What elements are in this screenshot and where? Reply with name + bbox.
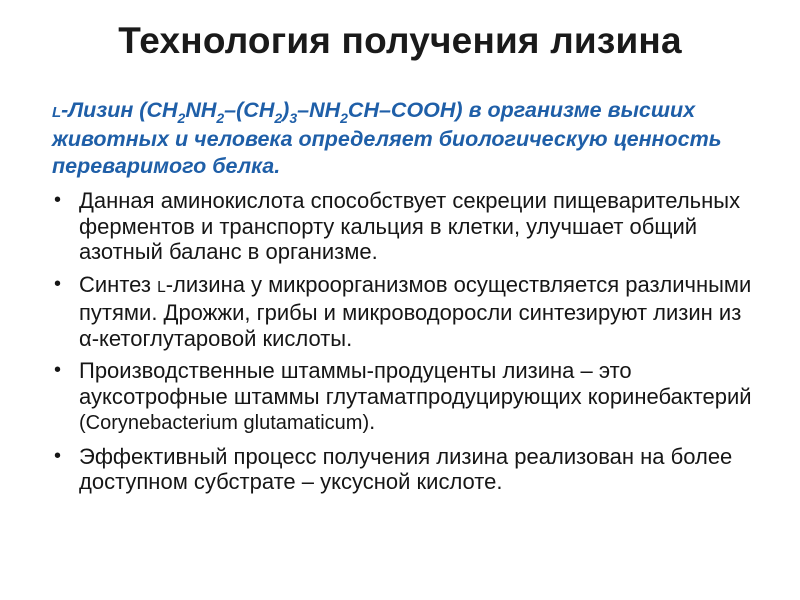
bullet-list — [52, 188, 764, 502]
intro-sub-1: 2 — [177, 110, 186, 126]
intro-sub-5: 2 — [340, 110, 348, 126]
bullet-item — [52, 188, 764, 265]
bullet-item — [52, 272, 764, 352]
intro-sub-2: 2 — [216, 110, 225, 126]
bullet-marker: • — [54, 189, 62, 211]
intro-text-6: CH–COOH) в организме высших животных и человека определяет биологическую ценность переваримого белка. — [52, 98, 722, 178]
bullet-text-post: -лизина у микроорганизмов осуществляется различными путями. Дрожжи, грибы и микроводоросли синтезируют лизин из α-кетоглутаровой кислоты. — [79, 271, 752, 351]
slide-title: Технология получения лизина — [118, 20, 682, 61]
intro-text-3: –(CH — [224, 98, 275, 122]
species-name: (Corynebacterium glutamaticum) — [79, 412, 370, 434]
bullet-text: Данная аминокислота способствует секреции пищеварительных ферментов и транспорту кальция в клетки, улучшает общий азотный баланс в организме. — [79, 188, 741, 264]
intro-text-1: -Лизин (CH — [61, 98, 178, 122]
intro-sub-3: 2 — [274, 110, 283, 126]
bullet-text: Эффективный процесс получения лизина реализован на более доступном субстрате – уксусной кислоте. — [79, 443, 733, 494]
bullet-text-post: . — [369, 409, 376, 434]
intro-sub-4: 3 — [289, 110, 298, 126]
intro-text-5: –NH — [297, 98, 341, 122]
bullet-marker: • — [54, 359, 62, 381]
intro-l-prefix: L — [52, 104, 62, 121]
intro-text-2: NH — [185, 98, 217, 122]
bullet-text-pre: Производственные штаммы-продуценты лизина – это ауксотрофные штаммы глутаматпродуцирующих коринебактерий — [79, 358, 752, 409]
bullet-marker: • — [54, 272, 62, 295]
bullet-item — [52, 444, 764, 495]
bullet-l-prefix: L — [157, 278, 166, 296]
bullet-item — [52, 358, 764, 437]
bullet-text-pre: Синтез — [79, 271, 158, 297]
intro-paragraph — [52, 97, 752, 180]
bullet-marker: • — [54, 444, 62, 467]
intro-text-4: ) — [282, 98, 290, 122]
